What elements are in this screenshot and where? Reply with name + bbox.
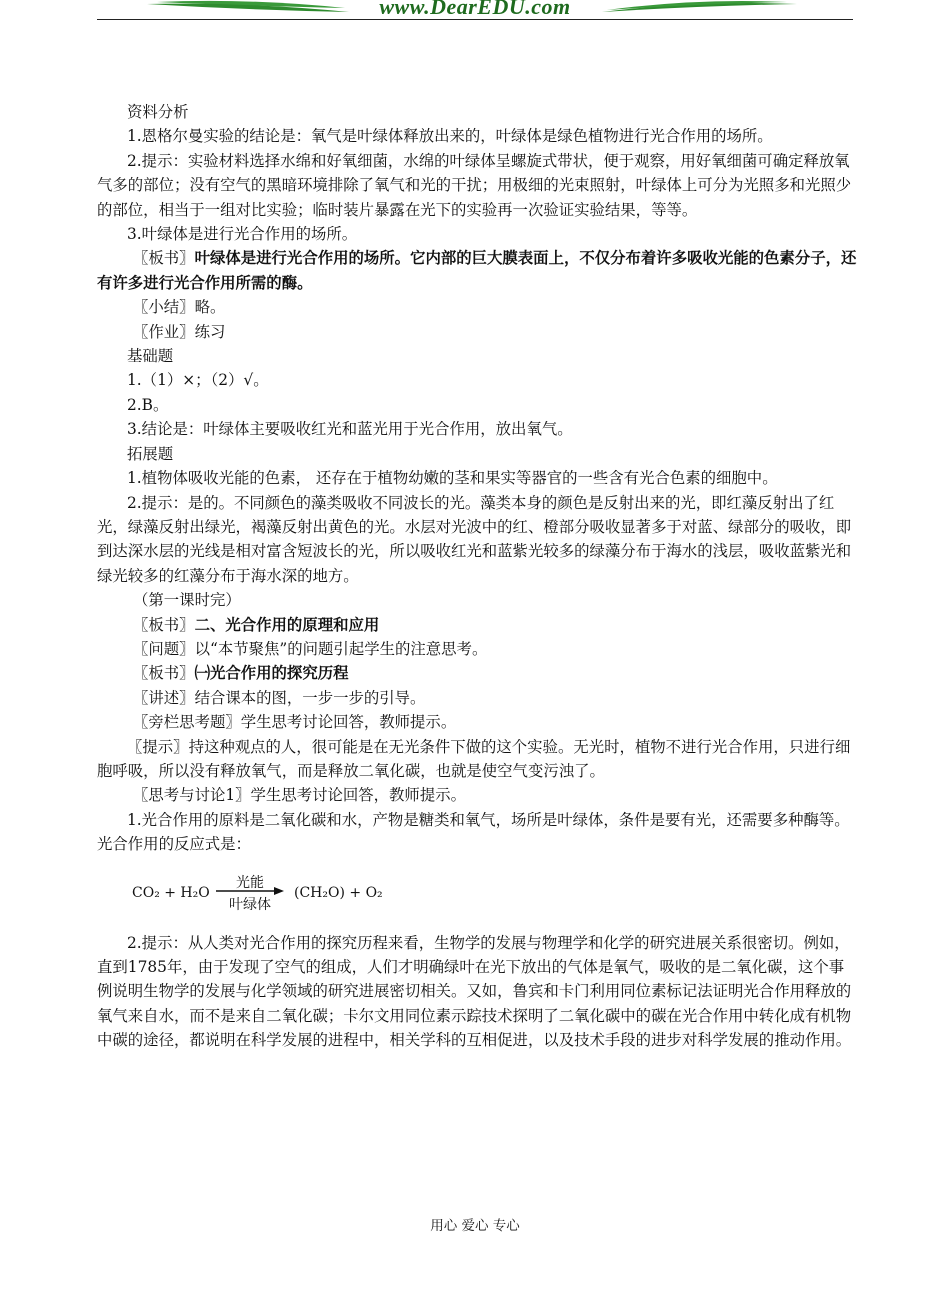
section-label: 〖板书〗 xyxy=(133,615,195,634)
board-text: 叶绿体是进行光合作用的场所。它内部的巨大膜表面上，不仅分布着许多吸收光能的色素分子，还有许多进行光合作用所需的酶。 xyxy=(97,249,857,292)
arrow-bottom-label: 叶绿体 xyxy=(229,896,271,913)
section-label: 〖板书〗 xyxy=(133,249,195,268)
paragraph: 拓展题 xyxy=(127,444,174,463)
section-label: 〖板书〗 xyxy=(133,664,195,683)
photosynthesis-equation xyxy=(97,867,857,925)
arrow-top-label: 光能 xyxy=(236,874,264,891)
document-body xyxy=(97,100,857,1053)
paragraph-list xyxy=(97,100,857,857)
site-name[interactable]: www.DearEDU.com xyxy=(379,0,571,19)
paragraph: 1.（1）×；（2）√。 xyxy=(127,371,269,390)
paragraph: 2.提示：实验材料选择水绵和好氧细菌，水绵的叶绿体呈螺旋式带状，便于观察，用好氧细菌可确定释放氧气多的部位；没有空气的黑暗环境排除了氧气和光的干扰；用极细的光束照射，叶绿体上可分为光照多和光照少的部位，相当于一组对比实验；临时装片暴露在光下的实验再一次验证实验结果，等等。 xyxy=(97,151,852,219)
equation-products: (CH₂O) + O₂ xyxy=(294,884,383,901)
paragraph: 1.恩格尔曼实验的结论是：氧气是叶绿体释放出来的，叶绿体是绿色植物进行光合作用的场所。 xyxy=(127,127,773,146)
board-text: ㈠光合作用的探究历程 xyxy=(194,664,349,683)
paragraph: 1.植物体吸收光能的色素， 还存在于植物幼嫩的茎和果实等器官的一些含有光合色素的细胞中。 xyxy=(127,469,778,488)
page-footer: 用心 爱心 专心 xyxy=(430,1218,520,1234)
paragraph: 〖问题〗以“本节聚焦”的问题引起学生的注意思考。 xyxy=(133,639,488,658)
page-header xyxy=(97,0,853,22)
paragraph: 〖小结〗略。 xyxy=(133,298,226,317)
header-rule xyxy=(97,19,853,20)
paragraph: 〖旁栏思考题〗学生思考讨论回答，教师提示。 xyxy=(133,713,457,732)
paragraph: 〖提示〗持这种观点的人，很可能是在无光条件下做的这个实验。无光时，植物不进行光合作用，只进行细胞呼吸，所以没有释放氧气，而是释放二氧化碳，也就是使空气变污浊了。 xyxy=(97,737,851,780)
paragraph: 2.B。 xyxy=(127,395,169,414)
board-text: 二、光合作用的原理和应用 xyxy=(194,615,380,634)
equation-arrow xyxy=(214,871,286,913)
paragraph xyxy=(97,246,857,295)
paragraph: 基础题 xyxy=(127,347,174,366)
paragraph: 2.提示：是的。不同颜色的藻类吸收不同波长的光。藻类本身的颜色是反射出来的光，即红藻反射出了红光，绿藻反射出绿光，褐藻反射出黄色的光。水层对光波中的红、橙部分吸收显著多于对蓝、绿部分的吸收，即到达深水层的光线是相对富含短波长的光，所以吸收红光和蓝紫光较多的绿藻分布于海水的浅层，吸收蓝紫光和绿光较多的红藻分布于海水深的地方。 xyxy=(97,493,852,585)
paragraph: 2.提示：从人类对光合作用的探究历程来看，生物学的发展与物理学和化学的研究进展关系很密切。例如，直到1785年，由于发现了空气的组成，人们才明确绿叶在光下放出的气体是氧气，吸收的是二氧化碳，这个事例说明生物学的发展与化学领域的研究进展密切相关。又如，鲁宾和卡门利用同位素标记法证明光合作用释放的氧气来自水，而不是来自二氧化碳；卡尔文用同位素示踪技术探明了二氧化碳中的碳在光合作用中转化成有机物中碳的途径，都说明在科学发展的进程中，相关学科的互相促进，以及技术手段的进步对科学发展的推动作用。 xyxy=(97,933,852,1050)
paragraph: 〖思考与讨论1〗学生思考讨论回答，教师提示。 xyxy=(133,786,466,805)
paragraph: 资料分析 xyxy=(127,103,189,121)
paragraph: 〖讲述〗结合课本的图，一步一步的引导。 xyxy=(133,688,426,707)
paragraph: 1.光合作用的原料是二氧化碳和水，产物是糖类和氧气，场所是叶绿体，条件是要有光，还需要多种酶等。光合作用的反应式是： xyxy=(97,810,850,854)
paragraph-list-after xyxy=(97,931,857,1053)
paragraph: 〖作业〗练习 xyxy=(133,322,226,341)
paragraph xyxy=(97,661,857,685)
equation-reactants: CO₂ + H₂O xyxy=(132,884,210,901)
paragraph: （第一课时完） xyxy=(133,591,241,610)
paragraph: 3.结论是：叶绿体主要吸收红光和蓝光用于光合作用，放出氧气。 xyxy=(127,420,573,439)
paragraph: 3.叶绿体是进行光合作用的场所。 xyxy=(127,225,358,244)
paragraph xyxy=(97,613,857,637)
